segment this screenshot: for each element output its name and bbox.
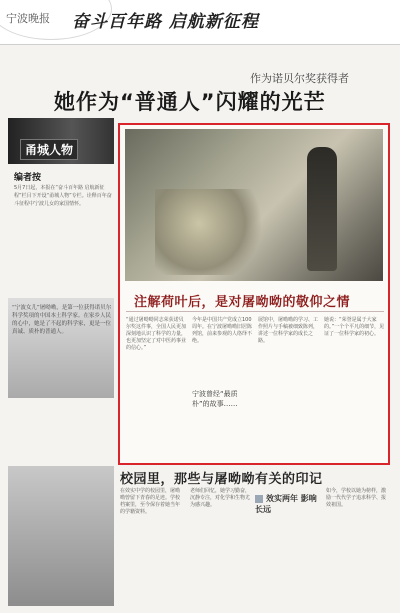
series-title: 奋斗百年路 启航新征程 <box>72 12 259 32</box>
section-marker-icon <box>255 495 263 503</box>
editor-note-label: 编者按 <box>14 173 42 183</box>
masthead <box>0 0 400 45</box>
intro-text: “宁波女儿”屠呦呦，是第一位获得诺贝尔科学奖项的中国本土科学家。在家乡人民的心中，她是了不起的科学家，更是一位真诚、质朴的普通人。 <box>12 305 112 335</box>
article-subhead: 作为诺贝尔奖获得者 <box>250 72 349 85</box>
secondary-heading: 校园里，那些与屠呦呦有关的印记 <box>120 472 323 487</box>
secondary-side-heading <box>255 493 321 515</box>
secondary-column-1: 在效实中学的校园里，屠呦呦曾留下青春的足迹。学校档案里，至今保存着她当年的学籍资料。 <box>120 488 181 515</box>
paper-name: 宁波晚报 <box>6 12 50 25</box>
secondary-column-3: 如今，学校以她为榜样，激励一代代学子追求科学、报效祖国。 <box>326 488 387 508</box>
statue-shape <box>307 147 337 271</box>
column-badge: 甬城人物 <box>20 139 78 160</box>
feature-photo <box>125 129 383 281</box>
feature-column-1: “通过屠呦呦同志荣获诺贝尔奖这件事，全国人民更加深刻地认识了科学的力量，也更加坚定了对中医药事业的信心。” <box>126 317 187 351</box>
foliage-shape <box>155 189 265 275</box>
secondary-side-heading-text: 效实两年 影响长远 <box>255 494 317 514</box>
feature-column-3: 展馆中，屠呦呦的学习、工作照片与手稿被细致陈列，讲述一位科学家的成长之路。 <box>258 317 319 344</box>
secondary-column-2: 老师们回忆，她学习勤奋，沉静专注，对化学和生物尤为感兴趣。 <box>190 488 251 508</box>
pull-quote: 宁波曾经“最质朴”的故事…… <box>192 390 238 408</box>
article-headline: 她作为“普通人”闪耀的光芒 <box>54 90 326 114</box>
group-photo <box>8 466 114 606</box>
feature-heading: 注解荷叶后，是对屠呦呦的敬仰之情 <box>134 295 351 310</box>
divider <box>126 311 384 312</box>
editor-note-text: 5月7日起，本报在“奋斗百年路 启航新征程”栏目下开设“甬城人物”专栏。诠释百年奋斗征程中宁波儿女的家国情怀。 <box>14 185 112 207</box>
feature-box <box>118 123 390 465</box>
feature-column-4: 她说：“荣誉是属于大家的。”一个个平凡的细节，见证了一位科学家的初心。 <box>324 317 385 337</box>
feature-column-2: 今年是中国共产党成立100周年。在宁波屠呦呦旧居陈列馆，前来参观的人络绎不绝。 <box>192 317 253 344</box>
